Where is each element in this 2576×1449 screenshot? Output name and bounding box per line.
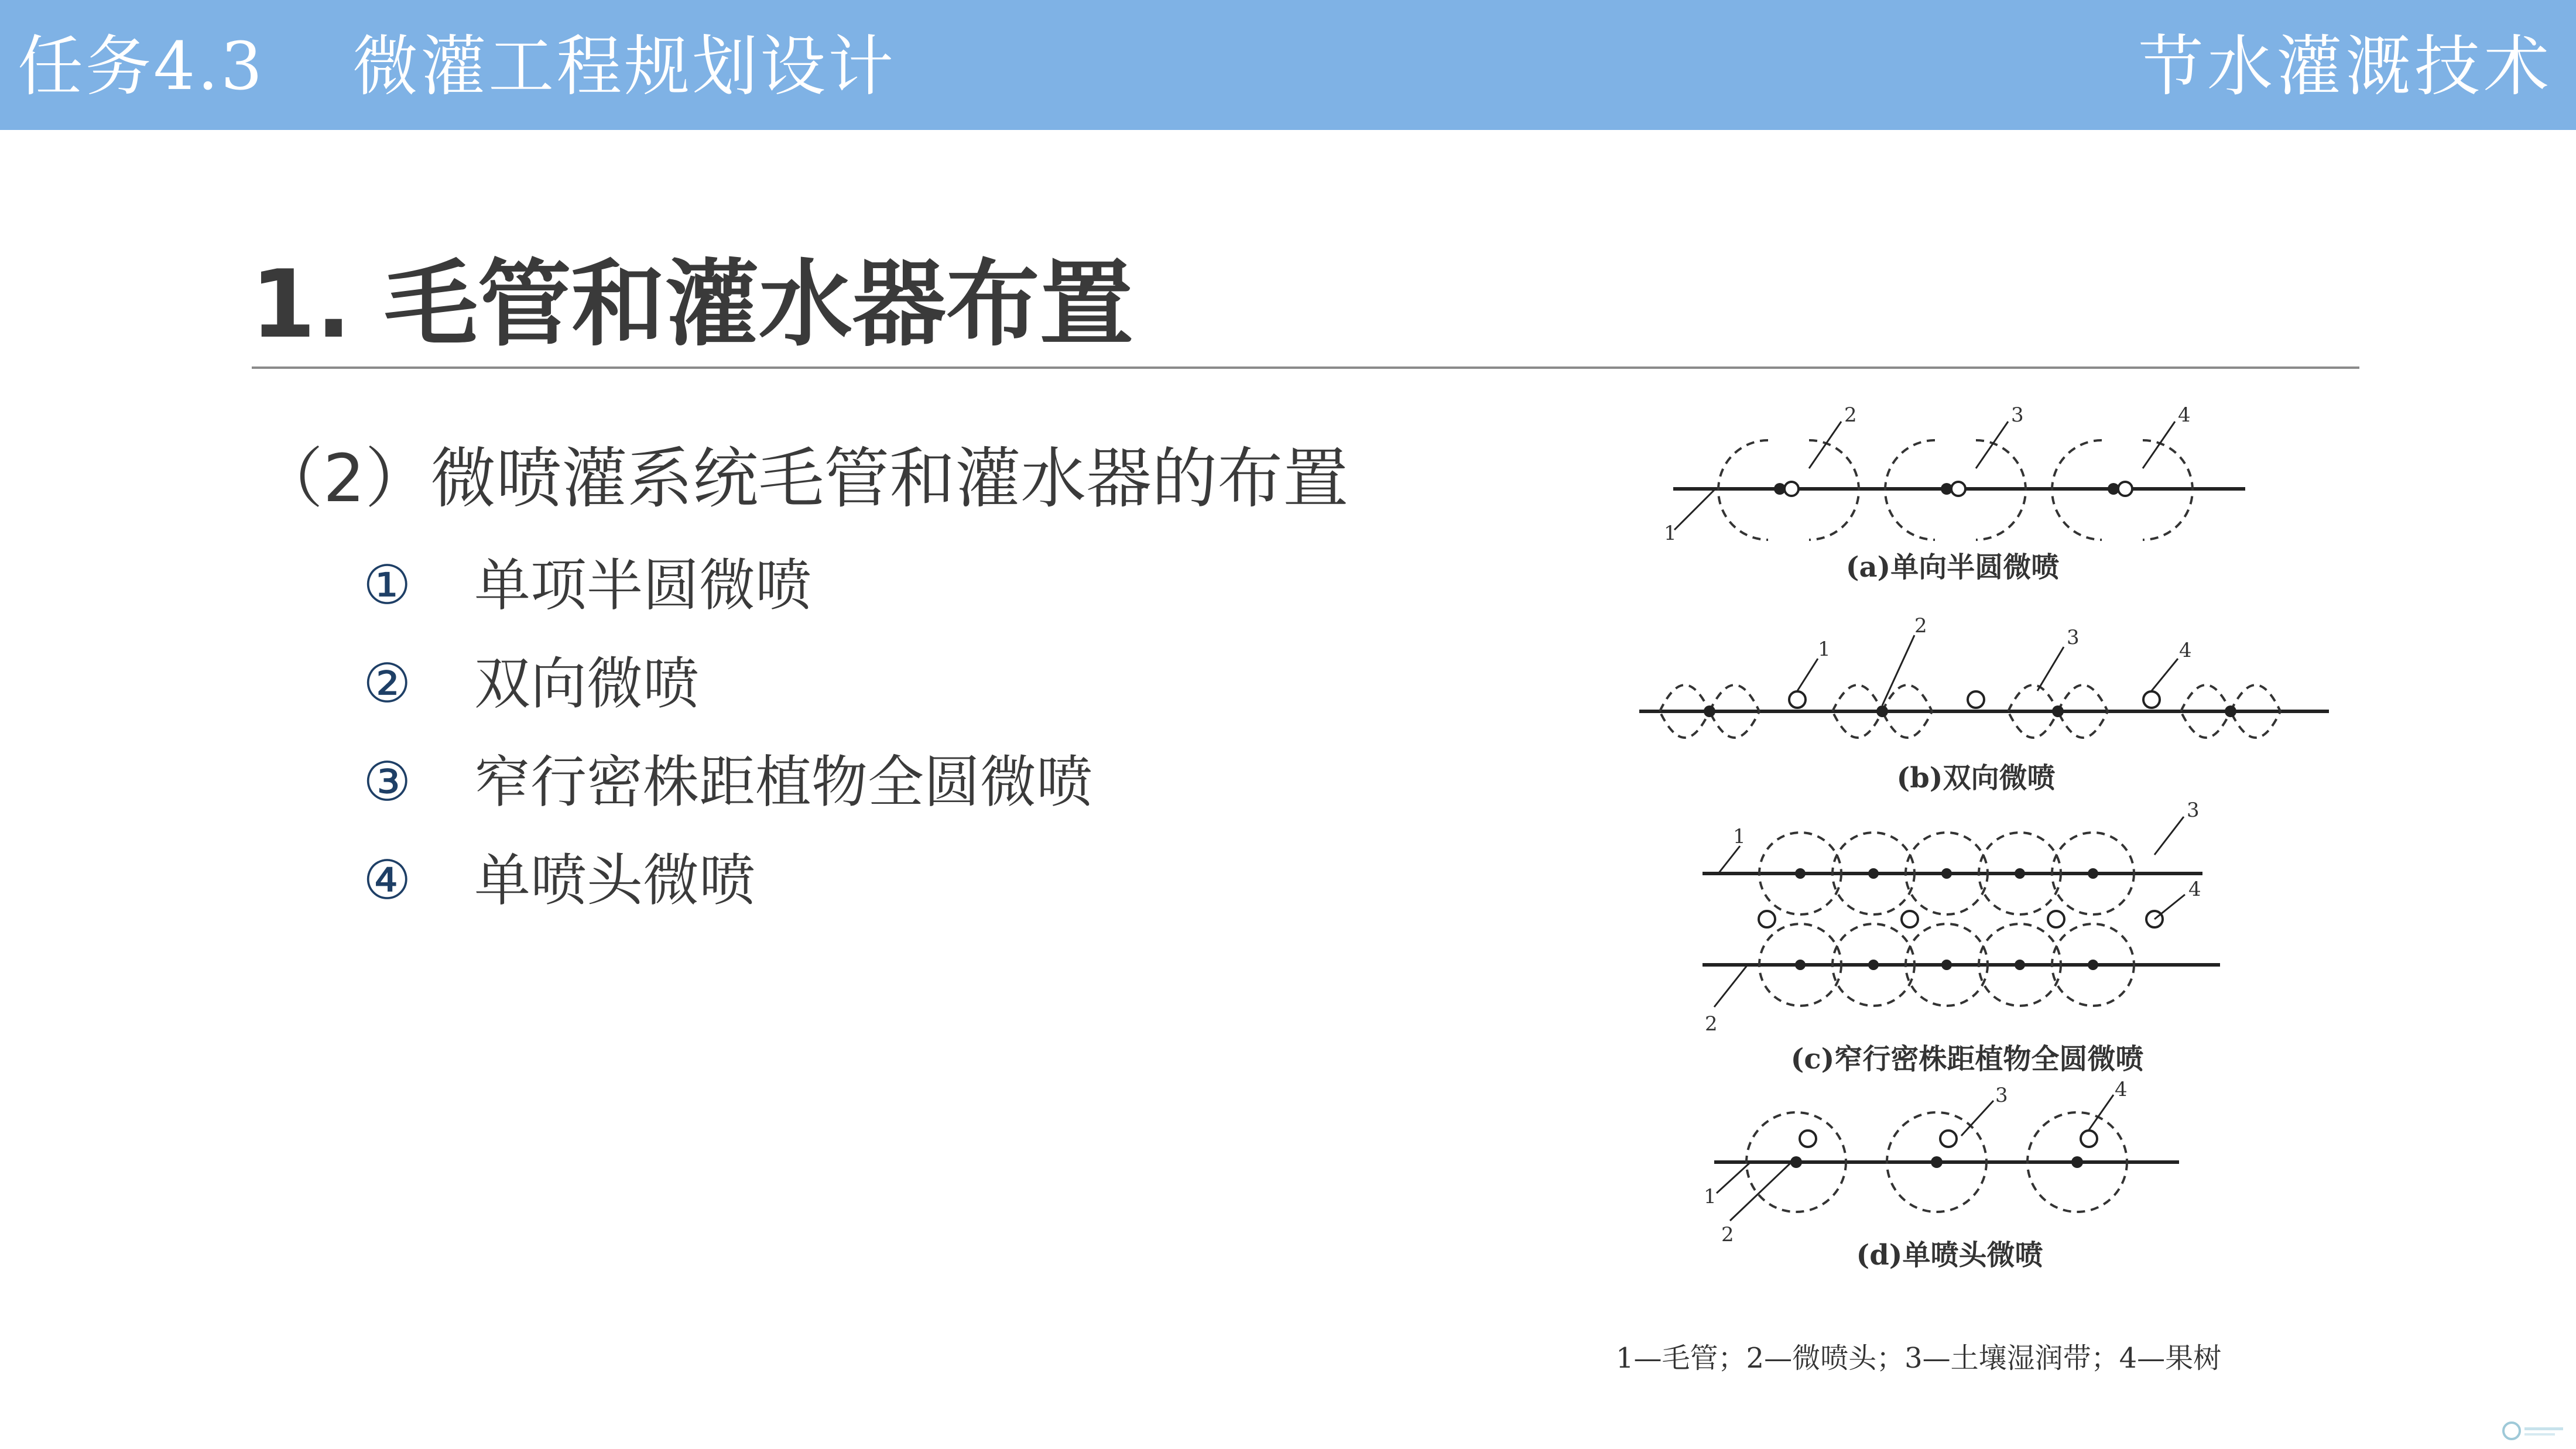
tree [1784,482,1799,496]
marker-4: 4 [2178,403,2191,427]
leader-line [2143,422,2175,468]
emitter [2015,868,2025,879]
marker-4: 4 [2179,639,2192,662]
leader-line [2037,647,2064,691]
emitter [1941,960,1952,970]
marker-1: 1 [1818,638,1831,661]
leader-line [1976,422,2008,468]
tree [1759,911,1775,927]
marker-3: 3 [2011,403,2024,427]
leader-line [1882,635,1914,705]
section-title: 1. 毛管和灌水器布置 [251,249,1133,359]
item-number: ④ [363,849,412,912]
marker-1: 1 [1704,1185,1717,1208]
diagram-d [1704,1078,2179,1272]
title-divider [252,366,2359,369]
leader-line [1797,659,1818,691]
item-label: 单项半圆微喷 [474,553,811,618]
leader-line [1718,846,1740,873]
task-title: 微灌工程规划设计 [352,29,896,105]
leader-line [1714,965,1748,1007]
diagram-a [1664,403,2245,584]
tree [1800,1131,1816,1147]
caption-d: (d)单喷头微喷 [1856,1239,2043,1272]
marker-2: 2 [1721,1223,1734,1246]
emitter [1876,705,1888,717]
emitter [2225,705,2236,717]
tree [2081,1131,2097,1147]
marker-1: 1 [1733,825,1746,848]
emitter [1931,1156,1943,1168]
marker-2: 2 [1914,614,1927,638]
emitter [1704,705,1715,717]
tree [1902,911,1918,927]
tree [1789,691,1806,708]
marker-2: 2 [1844,403,1857,427]
emitter [1868,868,1879,879]
watermark-logo-icon [2499,1417,2569,1445]
marker-2: 2 [1705,1012,1718,1036]
leader-line [2152,659,2178,691]
sub-heading: （2）微喷灌系统毛管和灌水器的布置 [258,441,1349,517]
leader-line [1809,422,1841,468]
tree [1951,482,1965,496]
leader-line [2154,817,2184,855]
emitter [1790,1156,1802,1168]
emitter [2052,705,2064,717]
task-number: 任务4.3 [18,29,265,105]
tree [1940,1131,1957,1147]
watermark-logo [2499,1417,2569,1445]
item-label: 双向微喷 [474,651,699,717]
marker-3: 3 [2067,626,2080,649]
layout-diagram-svg [1616,386,2377,1393]
diagram-b [1639,614,2329,794]
header-left [18,26,896,108]
figure-legend: 1—毛管；2—微喷头；3—土壤湿润带；4—果树 [1616,1342,2222,1375]
emitter [2015,960,2025,970]
caption-c: (c)窄行密株距植物全圆微喷 [1790,1043,2144,1075]
leader-line [1717,1162,1751,1193]
marker-3: 3 [1995,1084,2008,1107]
emitter [2088,868,2098,879]
item-number: ③ [363,751,412,813]
emitter [1795,868,1806,879]
item-number: ① [363,554,412,616]
tree [2118,482,2132,496]
course-name: 节水灌溉技术 [2138,29,2553,105]
marker-3: 3 [2187,799,2200,822]
marker-1: 1 [1664,522,1677,545]
emitter [1868,960,1879,970]
leader-line [2154,895,2185,919]
tree [1968,691,1984,708]
marker-4: 4 [2115,1078,2128,1101]
item-label: 窄行密株距植物全圆微喷 [474,749,1092,815]
leader-line [1961,1101,1993,1136]
emitter [1795,960,1806,970]
emitter [2071,1156,2083,1168]
item-label: 单喷头微喷 [474,848,755,913]
emitter [2088,960,2098,970]
tree [2048,911,2064,927]
leader-line [1674,489,1715,530]
caption-b: (b)双向微喷 [1896,762,2056,794]
item-number: ② [363,652,412,715]
layout-diagram [1616,386,2377,1393]
marker-4: 4 [2188,878,2201,901]
caption-a: (a)单向半圆微喷 [1845,551,2060,584]
emitter [1941,868,1952,879]
leader-line [1730,1162,1791,1221]
diagram-c [1703,799,2220,1075]
tree [2143,691,2160,708]
